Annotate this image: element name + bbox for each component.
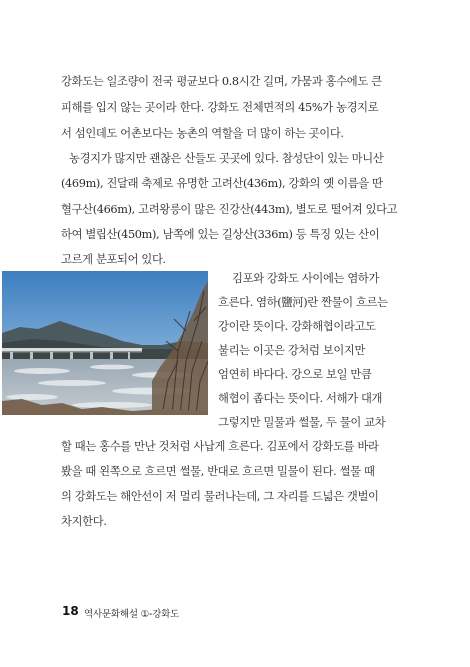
- text-line: 그렇지만 밀물과 썰물, 두 물이 교차: [218, 416, 386, 429]
- text-line: 엄연히 바다다. 강으로 보일 만큼: [218, 368, 372, 381]
- text-line: 차지한다.: [61, 515, 107, 528]
- text-line: 불리는 이곳은 강처럼 보이지만: [218, 344, 366, 357]
- series-title: 역사문화해설 ①-강화도: [84, 609, 180, 620]
- text-line: 혈구산(466m), 고려왕릉이 많은 진강산(443m), 별도로 떨어져 있다고: [61, 203, 398, 216]
- text-line: 피해를 입지 않는 곳이라 한다. 강화도 전체면적의 45%가 농경지로: [61, 101, 379, 114]
- text-line: 흐른다. 염하(鹽河)란 짠물이 흐르는: [218, 296, 388, 309]
- river-bridge-photo: [2, 271, 208, 415]
- text-line: 봤을 때 왼쪽으로 흐르면 썰물, 반대로 흐르면 밀물이 된다. 썰물 때: [61, 465, 375, 478]
- text-line: 고르게 분포되어 있다.: [61, 253, 166, 266]
- text-line: 해협이 좁다는 뜻이다. 서해가 대개: [218, 392, 383, 405]
- text-line: (469m), 진달래 축제로 유명한 고려산(436m), 강화의 옛 이름을 딴: [61, 177, 383, 190]
- text-line: 할 때는 홍수를 만난 것처럼 사납게 흐른다. 김포에서 강화도를 바라: [61, 440, 379, 453]
- text-line: 의 강화도는 해안선이 저 멀리 물러나는데, 그 자리를 드넓은 갯벌이: [61, 490, 379, 503]
- text-line: 하여 별립산(450m), 남쪽에 있는 길상산(336m) 등 특징 있는 산이: [61, 228, 380, 241]
- text-line: 농경지가 많지만 괜찮은 산들도 곳곳에 있다. 참성단이 있는 마니산: [69, 152, 384, 165]
- photo-illustration: [2, 271, 208, 415]
- text-line: 서 섬인데도 어촌보다는 농촌의 역할을 더 많이 하는 곳이다.: [61, 127, 344, 140]
- text-line: 강이란 뜻이다. 강화해협이라고도: [218, 320, 376, 333]
- page-number: 18: [62, 604, 79, 618]
- text-line: 김포와 강화도 사이에는 염하가: [232, 272, 380, 285]
- text-line: 강화도는 일조량이 전국 평균보다 0.8시간 길며, 가뭄과 홍수에도 큰: [61, 75, 382, 88]
